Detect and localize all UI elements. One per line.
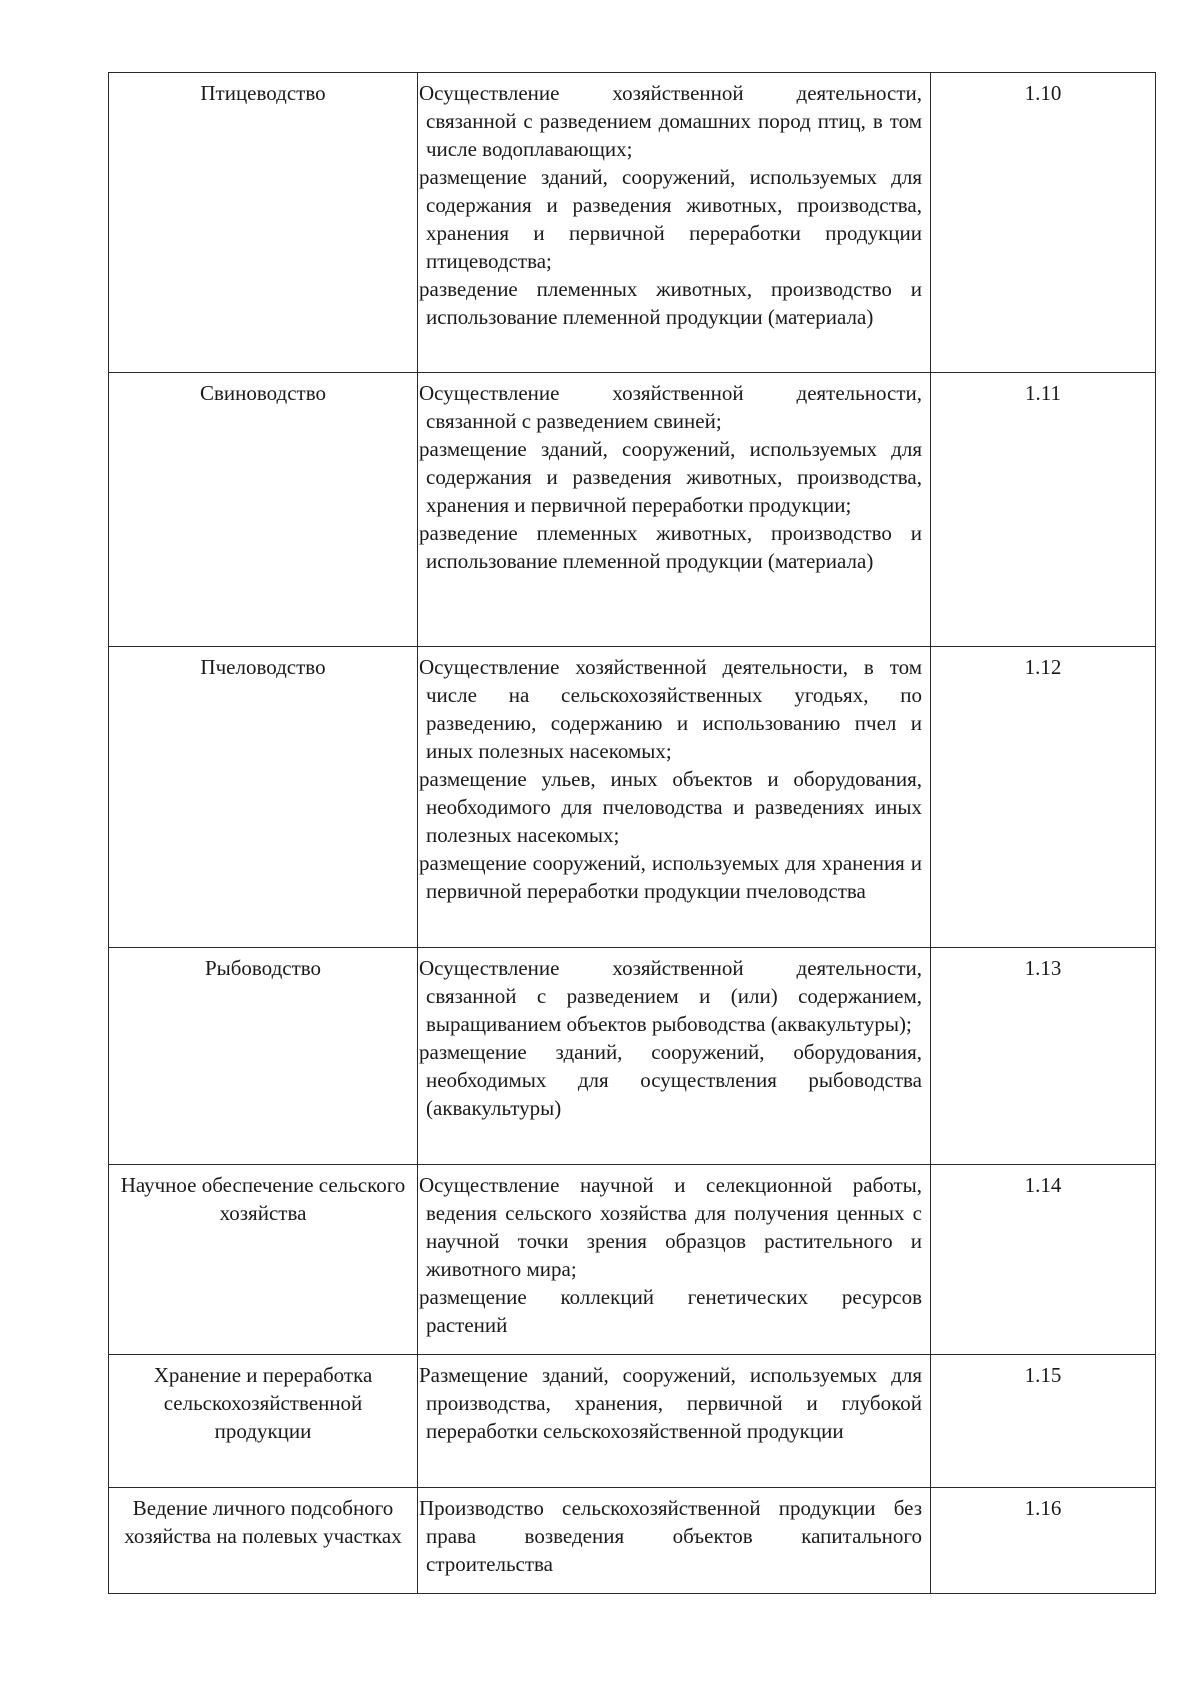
land-use-description-cell — [418, 1355, 931, 1488]
land-use-name-cell — [109, 948, 418, 1165]
description-paragraph: Осуществление хозяйственной деятельности, связанной с разведением домашних пород птиц, в том числе водоплавающих; — [419, 81, 922, 161]
description-paragraph: Осуществление хозяйственной деятельности, связанной с разведением свиней; — [419, 381, 922, 433]
land-use-code-cell — [931, 1488, 1156, 1594]
table-row — [109, 647, 1156, 948]
table-row — [109, 1488, 1156, 1594]
description-paragraph: размещение зданий, сооружений, используемых для содержания и разведения животных, производства, хранения и первичной переработки продукции; — [419, 437, 922, 517]
land-use-description-cell — [418, 73, 931, 373]
land-use-code-cell — [931, 647, 1156, 948]
land-use-code: 1.15 — [1024, 1363, 1062, 1387]
land-use-code-cell — [931, 1165, 1156, 1355]
land-use-name-cell — [109, 73, 418, 373]
land-use-code: 1.13 — [1024, 956, 1062, 980]
land-use-name-cell — [109, 1165, 418, 1355]
land-use-name: Рыбоводство — [204, 956, 322, 980]
land-use-name-cell — [109, 647, 418, 948]
land-use-code-cell — [931, 373, 1156, 647]
land-use-name: Свиноводство — [199, 381, 327, 405]
table-row — [109, 373, 1156, 647]
land-use-name: Хранение и переработка сельскохозяйственной продукции — [153, 1363, 373, 1443]
land-use-name: Птицеводство — [200, 81, 326, 105]
land-use-description-cell — [418, 1488, 931, 1594]
description-paragraph: разведение племенных животных, производство и использование племенной продукции (материала) — [419, 521, 922, 573]
land-use-code-cell — [931, 948, 1156, 1165]
land-use-name-cell — [109, 373, 418, 647]
land-use-name-cell — [109, 1355, 418, 1488]
table-row — [109, 1355, 1156, 1488]
description-paragraph: размещение коллекций генетических ресурсов растений — [419, 1285, 922, 1337]
description-paragraph: размещение зданий, сооружений, используемых для содержания и разведения животных, производства, хранения и первичной переработки продукции птицеводства; — [419, 165, 922, 273]
land-use-name: Пчеловодство — [200, 655, 326, 679]
land-use-code-cell — [931, 73, 1156, 373]
land-use-name: Ведение личного подсобного хозяйства на полевых участках — [124, 1496, 402, 1548]
land-use-name-cell — [109, 1488, 418, 1594]
description-paragraph: размещение ульев, иных объектов и оборудования, необходимого для пчеловодства и разведениях иных полезных насекомых; — [419, 767, 922, 847]
land-use-code: 1.16 — [1024, 1496, 1062, 1520]
land-use-table — [108, 72, 1156, 1594]
land-use-code-cell — [931, 1355, 1156, 1488]
description-paragraph: Осуществление научной и селекционной работы, ведения сельского хозяйства для получения ценных с научной точки зрения образцов растительного и животного мира; — [419, 1173, 922, 1281]
description-paragraph: размещение сооружений, используемых для хранения и первичной переработки продукции пчеловодства — [419, 851, 922, 903]
table-row — [109, 948, 1156, 1165]
land-use-code: 1.11 — [1025, 381, 1061, 405]
table-row — [109, 73, 1156, 373]
land-use-code: 1.12 — [1024, 655, 1062, 679]
land-use-code: 1.10 — [1024, 81, 1062, 105]
description-paragraph: разведение племенных животных, производство и использование племенной продукции (материала) — [419, 277, 922, 329]
description-paragraph: Осуществление хозяйственной деятельности, в том числе на сельскохозяйственных угодьях, по разведению, содержанию и использованию пчел и иных полезных насекомых; — [419, 655, 922, 763]
land-use-code: 1.14 — [1024, 1173, 1062, 1197]
land-use-description-cell — [418, 373, 931, 647]
land-use-description-cell — [418, 1165, 931, 1355]
description-paragraph: размещение зданий, сооружений, оборудования, необходимых для осуществления рыбоводства (аквакультуры) — [419, 1040, 922, 1120]
land-use-description-cell — [418, 948, 931, 1165]
description-paragraph: Производство сельскохозяйственной продукции без права возведения объектов капитального строительства — [419, 1496, 922, 1576]
land-use-name: Научное обеспечение сельского хозяйства — [120, 1173, 406, 1225]
description-paragraph: Размещение зданий, сооружений, используемых для производства, хранения, первичной и глубокой переработки сельскохозяйственной продукции — [419, 1363, 922, 1443]
land-use-description-cell — [418, 647, 931, 948]
description-paragraph: Осуществление хозяйственной деятельности, связанной с разведением и (или) содержанием, выращиванием объектов рыбоводства (аквакультуры); — [419, 956, 922, 1036]
table-row — [109, 1165, 1156, 1355]
